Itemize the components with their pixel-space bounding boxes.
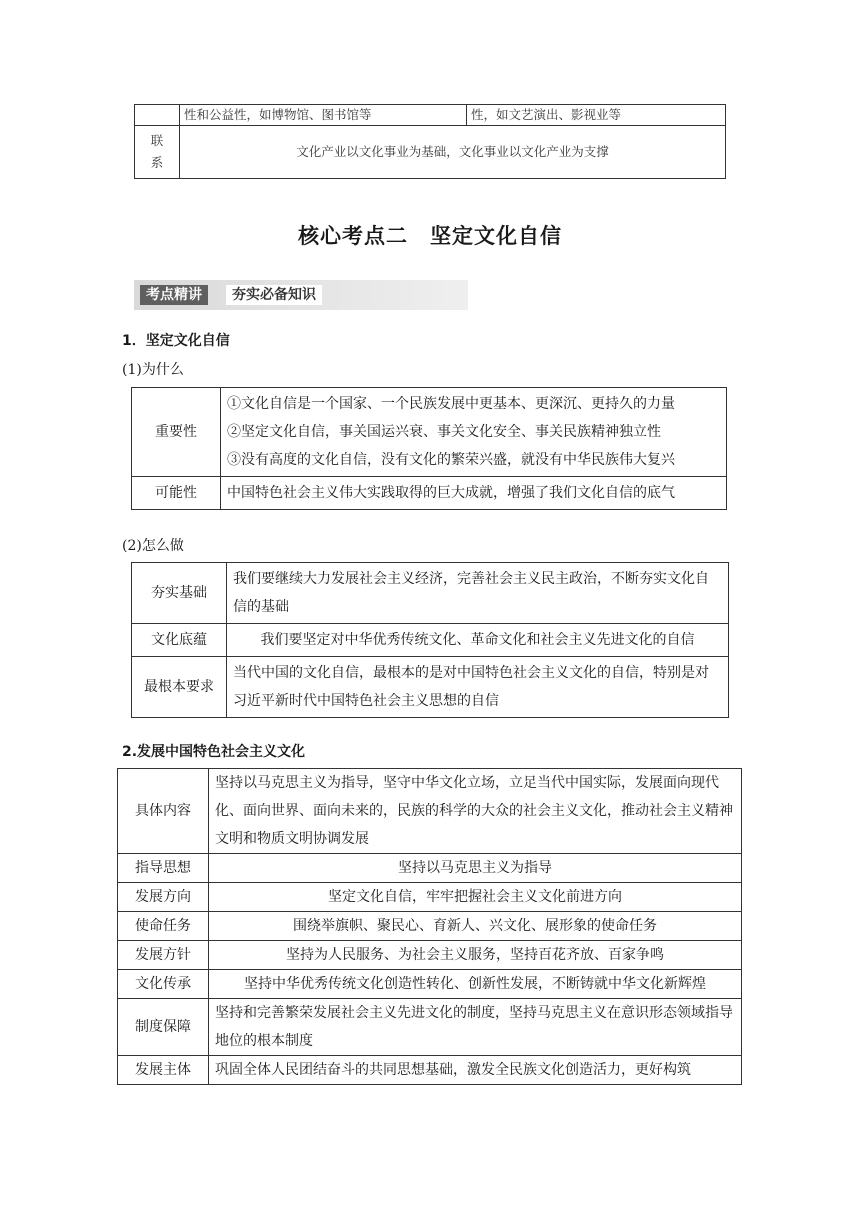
comparison-table-continued <box>134 104 726 179</box>
link-label-cell <box>135 126 180 179</box>
banner-tag: 考点精讲 <box>140 285 208 305</box>
section-banner <box>134 280 468 310</box>
table-cell: 巩固全体人民团结奋斗的共同思想基础，激发全民族文化创造活力，更好构筑 <box>209 1056 742 1085</box>
table-cell: 性和公益性，如博物馆、图书馆等 <box>180 105 467 126</box>
table-row <box>132 563 729 624</box>
row-label: 可能性 <box>132 477 221 510</box>
list-item: ②坚定文化自信，事关国运兴衰、事关文化安全、事关民族精神独立性 <box>227 424 661 440</box>
table-row <box>135 126 726 179</box>
row-label: 具体内容 <box>118 769 209 854</box>
row-label: 发展方针 <box>118 941 209 970</box>
table-row <box>132 624 729 657</box>
table-cell: 性，如文艺演出、影视业等 <box>467 105 726 126</box>
table-row <box>132 477 727 510</box>
section-title: 核心考点二 坚定文化自信 <box>298 224 562 248</box>
table-row <box>132 388 727 477</box>
row-label: 制度保障 <box>118 999 209 1056</box>
subheading-how: (2)怎么做 <box>122 538 184 554</box>
why-table <box>131 387 727 510</box>
table-cell: 坚持为人民服务、为社会主义服务，坚持百花齐放、百家争鸣 <box>209 941 742 970</box>
row-label: 文化传承 <box>118 970 209 999</box>
list-item: ③没有高度的文化自信，没有文化的繁荣兴盛，就没有中华民族伟大复兴 <box>227 452 675 468</box>
table-cell: 中国特色社会主义伟大实践取得的巨大成就，增强了我们文化自信的底气 <box>221 477 727 510</box>
table-cell: 我们要继续大力发展社会主义经济，完善社会主义民主政治，不断夯实文化自信的基础 <box>227 563 729 624</box>
row-label: 指导思想 <box>118 854 209 883</box>
how-table <box>131 562 729 718</box>
table-row <box>118 769 742 854</box>
subheading-why: (1)为什么 <box>122 362 184 378</box>
table-cell: 当代中国的文化自信，最根本的是对中国特色社会主义文化的自信，特别是对习近平新时代中国特色社会主义思想的自信 <box>227 657 729 718</box>
table-cell <box>221 388 727 477</box>
banner-subtitle: 夯实必备知识 <box>226 285 322 305</box>
table-cell: 文化产业以文化事业为基础，文化事业以文化产业为支撑 <box>180 126 726 179</box>
table-row <box>118 912 742 941</box>
table-cell: 围绕举旗帜、聚民心、育新人、兴文化、展形象的使命任务 <box>209 912 742 941</box>
table-row <box>135 105 726 126</box>
row-label: 重要性 <box>132 388 221 477</box>
table-row <box>118 941 742 970</box>
table-cell: 坚持和完善繁荣发展社会主义先进文化的制度，坚持马克思主义在意识形态领域指导地位的根本制度 <box>209 999 742 1056</box>
table-cell: 我们要坚定对中华优秀传统文化、革命文化和社会主义先进文化的自信 <box>227 624 729 657</box>
heading-1: 1．坚定文化自信 <box>122 333 230 349</box>
table-cell: 坚持以马克思主义为指导 <box>209 854 742 883</box>
label-char: 联 <box>150 133 164 148</box>
table-row <box>132 657 729 718</box>
table-row <box>118 1056 742 1085</box>
table-cell: 坚持以马克思主义为指导，坚守中华文化立场，立足当代中国实际，发展面向现代化、面向世界、面向未来的，民族的科学的大众的社会主义文化，推动社会主义精神文明和物质文明协调发展 <box>209 769 742 854</box>
row-label: 最根本要求 <box>132 657 227 718</box>
table-row <box>118 999 742 1056</box>
development-table <box>117 768 742 1085</box>
row-label: 发展方向 <box>118 883 209 912</box>
row-label: 发展主体 <box>118 1056 209 1085</box>
table-cell: 坚定文化自信，牢牢把握社会主义文化前进方向 <box>209 883 742 912</box>
table-row <box>118 854 742 883</box>
table-cell: 坚持中华优秀传统文化创造性转化、创新性发展，不断铸就中华文化新辉煌 <box>209 970 742 999</box>
heading-2: 2.发展中国特色社会主义文化 <box>122 744 306 760</box>
table-row <box>118 883 742 912</box>
row-label: 文化底蕴 <box>132 624 227 657</box>
list-item: ①文化自信是一个国家、一个民族发展中更基本、更深沉、更持久的力量 <box>227 396 675 412</box>
row-label: 使命任务 <box>118 912 209 941</box>
row-label: 夯实基础 <box>132 563 227 624</box>
table-row <box>118 970 742 999</box>
label-char: 系 <box>150 155 164 170</box>
table-cell <box>135 105 180 126</box>
